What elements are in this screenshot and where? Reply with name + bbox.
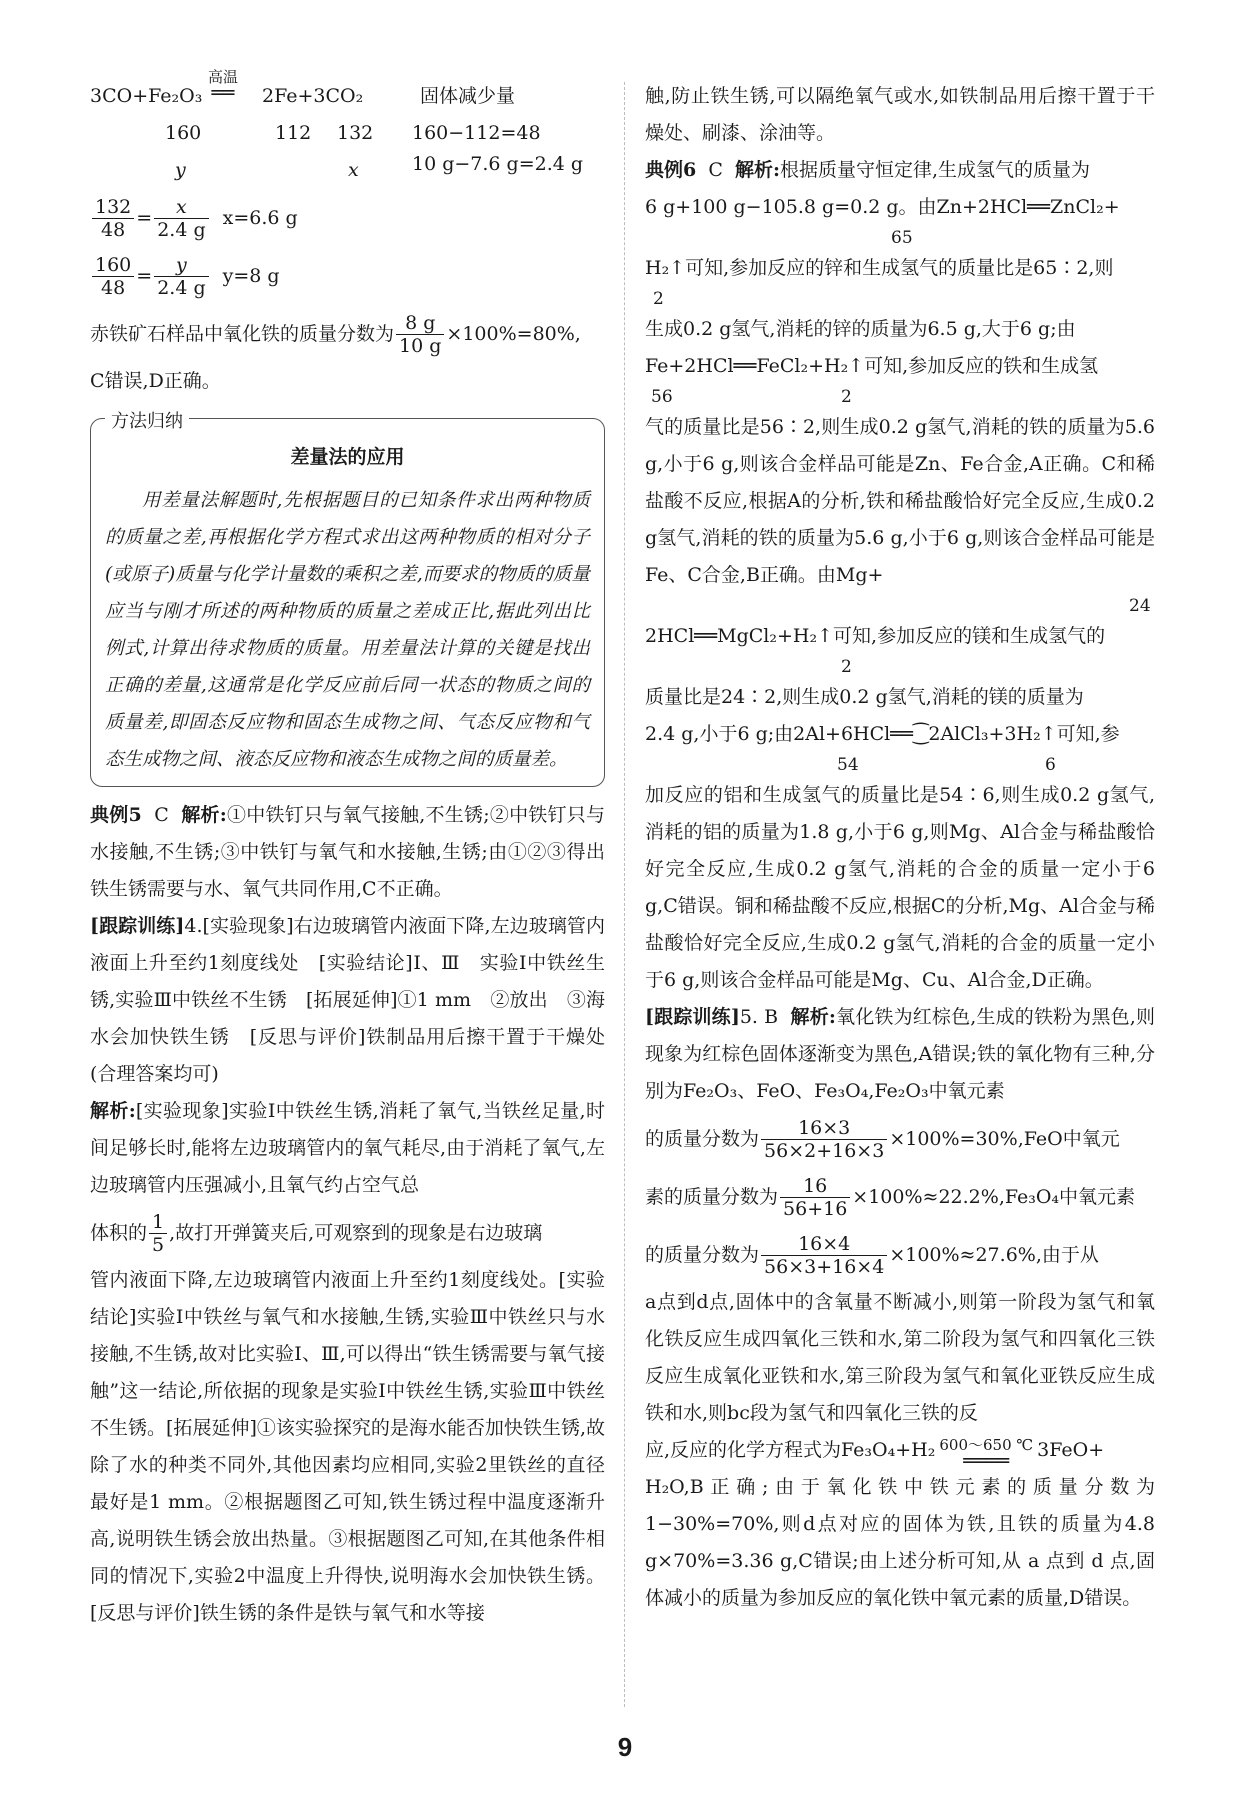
training-4-text: 4.[实验现象]右边玻璃管内液面下降,左边玻璃管内液面上升至约1刻度线处 [实验结论]Ⅰ、Ⅲ 实验Ⅰ中铁丝生锈,实验Ⅲ中铁丝不生锈 [拓展延伸]①1 mm ②放出 ③海水会加快铁生锈 [反思与评价]铁制品用后擦干置于干燥处(合理答案均可) [90,915,605,1085]
t5-f3-den: 56×3+16×4 [764,1255,885,1278]
training-4-label: [跟踪训练] [90,915,185,937]
mass-24: 24 [1129,596,1151,616]
example-6-l6: 气的质量比是56∶2,则生成0.2 g氢气,消耗的铁的质量为5.6 g,小于6 g,则该合金样品可能是Zn、Fe合金,A正确。C和稀盐酸不反应,根据A的分析,铁和稀盐酸恰好完全反应,生成0.2 g氢气,消耗的铁的质量为5.6 g,小于6 g,则该合金样品可能是Fe、C合金,B正确。由Mg+ [645,416,1155,586]
example-6-masses-1 [645,226,1155,250]
ratio-line-1 [90,189,605,247]
training-5-head: 5. B [739,1006,779,1028]
column-divider [624,82,625,1707]
example-6-masses-5 [645,655,1155,679]
example-6-l10: 加反应的铝和生成氢气的质量比是54∶6,则生成0.2 g氢气,消耗的铝的质量为1.8 g,小于6 g,则Mg、Al合金与稀盐酸恰好完全反应,生成0.2 g氢气,消耗的合金的质量一定小于6 g,C错误。铜和稀盐酸不反应,根据C的分析,Mg、Al合金与稀盐酸恰好完全反应,生成0.2 g氢气,消耗的合金的质量一定小于6 g,则该合金样品可能是Mg、Cu、Al合金,D正确。 [645,784,1155,991]
diff-actual: 10 g−7.6 g=2.4 g [412,153,584,175]
mass-112: 112 [275,122,312,144]
reaction-arrow: 600～650 ℃ ════ [939,1436,1034,1472]
mass-6: 6 [1045,755,1056,775]
t5-l3-pre: 应,反应的化学方程式为Fe₃O₄+H₂ [645,1439,936,1461]
mass-160: 160 [165,122,202,144]
equation-row-1 [90,68,605,115]
ratio2-eq: = [136,264,153,287]
t5-f1-pre: 的质量分数为 [645,1127,760,1150]
mass-fraction-pre: 赤铁矿石样品中氧化铁的质量分数为 [90,322,395,345]
conclusion-text: C错误,D正确。 [90,370,221,392]
t5-f2-den: 56+16 [783,1197,848,1220]
example-6-masses-6 [645,753,1155,777]
t5-f3-num: 16×4 [761,1233,887,1256]
method-summary-box [90,411,605,787]
example-6-l8: 质量比是24∶2,则生成0.2 g氢气,消耗的镁的质量为 [645,686,1084,708]
eq-products: 2Fe+3CO₂ [262,85,364,107]
example-5-label: 典例5 [90,804,142,826]
reaction-condition: 600～650 ℃ [939,1436,1034,1454]
ratio2-den: 48 [101,276,126,299]
training-5 [645,999,1155,1110]
t5-f3-pre: 的质量分数为 [645,1243,760,1266]
example-6-jiexi: 解析: [734,159,780,181]
training-4-explain-2 [90,1204,605,1262]
t4-exp2-post: ,故打开弹簧夹后,可观察到的现象是右边玻璃 [169,1221,543,1244]
continued-text: 触,防止铁生锈,可以隔绝氧气或水,如铁制品用后擦干置于干燥处、刷漆、涂油等。 [645,85,1155,144]
example-6-masses-2 [645,287,1155,311]
t4-exp2-num: 1 [149,1211,167,1234]
mass-132: 132 [337,122,374,144]
t5-f1-post: ×100%=30%,FeO中氧元 [889,1127,1120,1150]
t5-f3-post: ×100%≈27.6%,由于从 [889,1243,1099,1266]
training-4-explain-1 [90,1093,605,1204]
example-6-l2: 6 g+100 g−105.8 g=0.2 g。由Zn+2HCl══ZnCl₂+ [645,196,1120,218]
mass-56: 56 [651,387,673,407]
example-5 [90,797,605,908]
ratio1-rnum: x [154,196,208,219]
example-6-l1: 根据质量守恒定律,生成氢气的质量为 [779,159,1091,181]
training-5-label: [跟踪训练] [645,1006,740,1028]
training-5-jiexi: 解析: [790,1006,836,1028]
method-summary-title: 差量法的应用 [290,446,405,468]
eq-reactants: 3CO+Fe₂O₃ [90,85,203,107]
ratio2-rden: 2.4 g [157,276,206,299]
example-6-l3: H₂↑可知,参加反应的锌和生成氢气的质量比是65∶2,则 [645,257,1114,279]
example-6-line-1 [645,152,1155,189]
ratio1-result: x=6.6 g [222,206,298,229]
training-5-l4: H₂O,B正确;由于氧化铁中铁元素的质量分数为1−30%=70%,则d点对应的固体为铁,且铁的质量为4.8 g×70%=3.36 g,C错误;由上述分析可知,从 a 点到 d 点,固体减小的质量为参加反应的氧化铁中氧元素的质量,D错误。 [645,1476,1155,1609]
training-5-fraction-1 [645,1110,1155,1168]
example-5-answer: C [154,804,169,826]
example-6-label: 典例6 [645,159,697,181]
eq-condition: 高温 [208,68,239,86]
training-5-fraction-3 [645,1226,1155,1284]
ratio-line-2 [90,247,605,305]
training-5-l2: a点到d点,固体中的含氧量不断减小,则第一阶段为氢气和氧化铁反应生成四氧化三铁和水,第二阶段为氢气和四氧化三铁反应生成氧化亚铁和水,第三阶段为氢气和氧化亚铁反应生成铁和水,则bc段为氢气和四氧化三铁的反 [645,1291,1155,1424]
var-x: x [348,159,359,181]
right-column [645,78,1155,1617]
example-6-l9: 2.4 g,小于6 g;由2Al+6HCl══⁐2AlCl₃+3H₂↑可知,参 [645,723,1120,745]
t5-l3-post: 3FeO+ [1037,1439,1105,1461]
example-6-l5: Fe+2HCl══FeCl₂+H₂↑可知,参加反应的铁和生成氢 [645,355,1099,377]
t4-exp2-pre: 体积的 [90,1221,148,1244]
example-6-l7: 2HCl══MgCl₂+H₂↑可知,参加反应的镁和生成氢气的 [645,625,1106,647]
equation-row-3 [90,152,605,189]
example-6-masses-3 [645,385,1155,409]
mass-2b: 2 [841,387,852,407]
training-4 [90,908,605,1093]
t5-f2-pre: 素的质量分数为 [645,1185,779,1208]
ratio1-rden: 2.4 g [157,218,206,241]
training-4-jiexi: 解析: [90,1100,136,1122]
t5-f1-den: 56×2+16×3 [764,1139,885,1162]
ratio1-den: 48 [101,218,126,241]
ratio1-eq: = [136,206,153,229]
training-4-explain-3: 管内液面下降,左边玻璃管内液面上升至约1刻度线处。[实验结论]实验Ⅰ中铁丝与氧气和水接触,生锈,实验Ⅲ中铁丝只与水接触,不生锈,故对比实验Ⅰ、Ⅲ,可以得出“铁生锈需要与氧气接触”这一结论,所依据的现象是实验Ⅰ中铁丝生锈,实验Ⅲ中铁丝不生锈。[拓展延伸]①该实验探究的是海水能否加快铁生锈,故除了水的种类不同外,其他因素均应相同,实验2里铁丝的直径最好是1 mm。②根据题图乙可知,铁生锈过程中温度逐渐升高,说明铁生锈会放出热量。③根据题图乙可知,在其他条件相同的情况下,实验2中温度上升得快,说明海水会加快铁生锈。[反思与评价]铁生锈的条件是铁与氧气和水等接 [90,1269,605,1624]
mass-54: 54 [837,755,859,775]
example-5-jiexi: 解析: [181,804,227,826]
t5-f1-num: 16×3 [761,1117,887,1140]
training-5-l3 [645,1432,1155,1472]
mass-2c: 2 [841,657,852,677]
mass-diff: 160−112=48 [412,122,541,144]
ratio2-num: 160 [92,254,134,277]
eq-note: 固体减少量 [420,85,516,107]
mass-fraction-line [90,305,605,363]
method-summary-label: 方法归纳 [105,403,189,440]
example-6-answer: C [708,159,723,181]
method-summary-text: 用差量法解题时,先根据题目的已知条件求出两种物质的质量之差,再根据化学方程式求出这两种物质的相对分子(或原子)质量与化学计量数的乘积之差,而要求的物质的质量应当与刚才所述的两种物质的质量之差成正比,据此列出比例式,计算出待求物质的质量。用差量法计算的关键是找出正确的差量,这通常是化学反应前后同一状态的物质之间的质量差,即固态反应物和固态生成物之间、气态反应物和气态生成物之间、液态反应物和液态生成物之间的质量差。 [105,490,590,770]
t5-f2-num: 16 [780,1175,850,1198]
ratio1-num: 132 [92,196,134,219]
example-6-l4: 生成0.2 g氢气,消耗的锌的质量为6.5 g,大于6 g;由 [645,318,1076,340]
var-y: y [175,159,186,181]
training-5-l1: 氧化铁为红棕色,生成的铁粉为黑色,则现象为红棕色固体逐渐变为黑色,A错误;铁的氧化物有三种,分别为Fe₂O₃、FeO、Fe₃O₄,Fe₂O₃中氧元素 [645,1006,1155,1102]
t5-f2-post: ×100%≈22.2%,Fe₃O₄中氧元素 [852,1185,1136,1208]
mass-fraction-post: ×100%=80%, [446,322,581,345]
mass-65: 65 [891,228,913,248]
left-column [90,68,605,1632]
t4-exp2-den: 5 [152,1233,165,1256]
ratio2-result: y=8 g [222,264,280,287]
training-5-fraction-2 [645,1168,1155,1226]
example-5-text: ①中铁钉只与氧气接触,不生锈;②中铁钉只与水接触,不生锈;③中铁钉与氧气和水接触,生锈;由①②③得出铁生锈需要与水、氧气共同作用,C不正确。 [90,804,605,900]
training-4-exp1: [实验现象]实验Ⅰ中铁丝生锈,消耗了氧气,当铁丝足量,时间足够长时,能将左边玻璃管内的氧气耗尽,由于消耗了氧气,左边玻璃管内压强减小,且氧气约占空气总 [90,1100,605,1196]
eq-arrow: 高温 ══ [208,68,239,104]
ratio2-rnum: y [154,254,208,277]
mass-fraction-den: 10 g [399,334,442,357]
mass-fraction-num: 8 g [396,312,444,335]
mass-2a: 2 [653,289,664,309]
page-number: 9 [617,1732,633,1762]
example-6-masses-4 [645,594,1155,618]
